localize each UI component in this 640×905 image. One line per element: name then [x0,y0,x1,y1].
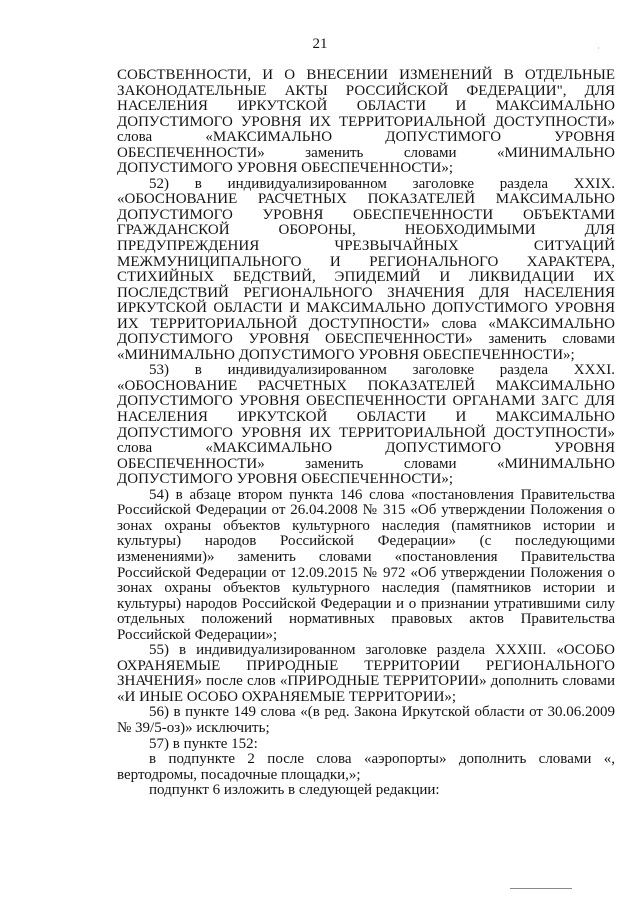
paragraph-item-56: 56) в пункте 149 слова «(в ред. Закона Иркутской области от 30.06.2009 № 39/5-оз)» исключить; [117,704,615,736]
footer-divider [510,888,572,889]
paragraph-subitem-2: в подпункте 2 после слова «аэропорты» дополнить словами «, вертодромы, посадочные площадки,»; [117,751,615,783]
paragraph-item-52: 52) в индивидуализированном заголовке раздела XXIX. «ОБОСНОВАНИЕ РАСЧЕТНЫХ ПОКАЗАТЕЛЕЙ МАКСИМАЛЬНО ДОПУСТИМОГО УРОВНЯ ОБЕСПЕЧЕННОСТИ ОБЪЕКТАМИ ГРАЖДАНСКОЙ ОБОРОНЫ, НЕОБХОДИМЫМИ ДЛЯ ПРЕДУПРЕЖДЕНИЯ ЧРЕЗВЫЧАЙНЫХ СИТУАЦИЙ МЕЖМУНИЦИПАЛЬНОГО И РЕГИОНАЛЬНОГО ХАРАКТЕРА, СТИХИЙНЫХ БЕДСТВИЙ, ЭПИДЕМИЙ И ЛИКВИДАЦИИ ИХ ПОСЛЕДСТВИЙ РЕГИОНАЛЬНОГО ЗНАЧЕНИЯ ДЛЯ НАСЕЛЕНИЯ ИРКУТСКОЙ ОБЛАСТИ И МАКСИМАЛЬНО ДОПУСТИМОГО УРОВНЯ ИХ ТЕРРИТОРИАЛЬНОЙ ДОСТУПНОСТИ» слова «МАКСИМАЛЬНО ДОПУСТИМОГО УРОВНЯ ОБЕСПЕЧЕННОСТИ» заменить словами «МИНИМАЛЬНО ДОПУСТИМОГО УРОВНЯ ОБЕСПЕЧЕННОСТИ»; [117,175,615,363]
paragraph-continuation: СОБСТВЕННОСТИ, И О ВНЕСЕНИИ ИЗМЕНЕНИЙ В ОТДЕЛЬНЫЕ ЗАКОНОДАТЕЛЬНЫЕ АКТЫ РОССИЙСКОЙ ФЕДЕРАЦИИ", ДЛЯ НАСЕЛЕНИЯ ИРКУТСКОЙ ОБЛАСТИ И МАКСИМАЛЬНО ДОПУСТИМОГО УРОВНЯ ИХ ТЕРРИТОРИАЛЬНОЙ ДОСТУПНОСТИ» слова «МАКСИМАЛЬНО ДОПУСТИМОГО УРОВНЯ ОБЕСПЕЧЕННОСТИ» заменить словами «МИНИМАЛЬНО ДОПУСТИМОГО УРОВНЯ ОБЕСПЕЧЕННОСТИ»; [117,67,615,177]
paragraph-item-53: 53) в индивидуализированном заголовке раздела XXXI. «ОБОСНОВАНИЕ РАСЧЕТНЫХ ПОКАЗАТЕЛЕЙ МАКСИМАЛЬНО ДОПУСТИМОГО УРОВНЯ ОБЕСПЕЧЕННОСТИ ОРГАНАМИ ЗАГС ДЛЯ НАСЕЛЕНИЯ ИРКУТСКОЙ ОБЛАСТИ И МАКСИМАЛЬНО ДОПУСТИМОГО УРОВНЯ ИХ ТЕРРИТОРИАЛЬНОЙ ДОСТУПНОСТИ» слова «МАКСИМАЛЬНО ДОПУСТИМОГО УРОВНЯ ОБЕСПЕЧЕННОСТИ» заменить словами «МИНИМАЛЬНО ДОПУСТИМОГО УРОВНЯ ОБЕСПЕЧЕННОСТИ»; [117,362,615,488]
paragraph-item-54: 54) в абзаце втором пункта 146 слова «постановления Правительства Российской Федерации от 26.04.2008 № 315 «Об утверждении Положения о зонах охраны объектов культурного наследия (памятников истории и культуры) народов Российской Федерации» (с последующими изменениями)» заменить словами «постановления Правительства Российской Федерации от 12.09.2015 № 972 «Об утверждении Положения о зонах охраны объектов культурного наследия (памятников истории и культуры) народов Российской Федерации и о признании утратившими силу отдельных положений нормативных правовых актов Правительства Российской Федерации»; [117,486,615,643]
scan-mark: · [597,44,600,53]
paragraph-item-57: 57) в пункте 152: [149,735,258,752]
paragraph-item-55: 55) в индивидуализированном заголовке раздела XXXIII. «ОСОБО ОХРАНЯЕМЫЕ ПРИРОДНЫЕ ТЕРРИТОРИИ РЕГИОНАЛЬНОГО ЗНАЧЕНИЯ» после слов «ПРИРОДНЫЕ ТЕРРИТОРИИ» дополнить словами «И ИНЫЕ ОСОБО ОХРАНЯЕМЫЕ ТЕРРИТОРИИ»; [117,642,615,705]
page-number: 21 [312,36,328,52]
paragraph-subitem-6: подпункт 6 изложить в следующей редакции: [149,782,440,799]
document-body [117,68,615,799]
